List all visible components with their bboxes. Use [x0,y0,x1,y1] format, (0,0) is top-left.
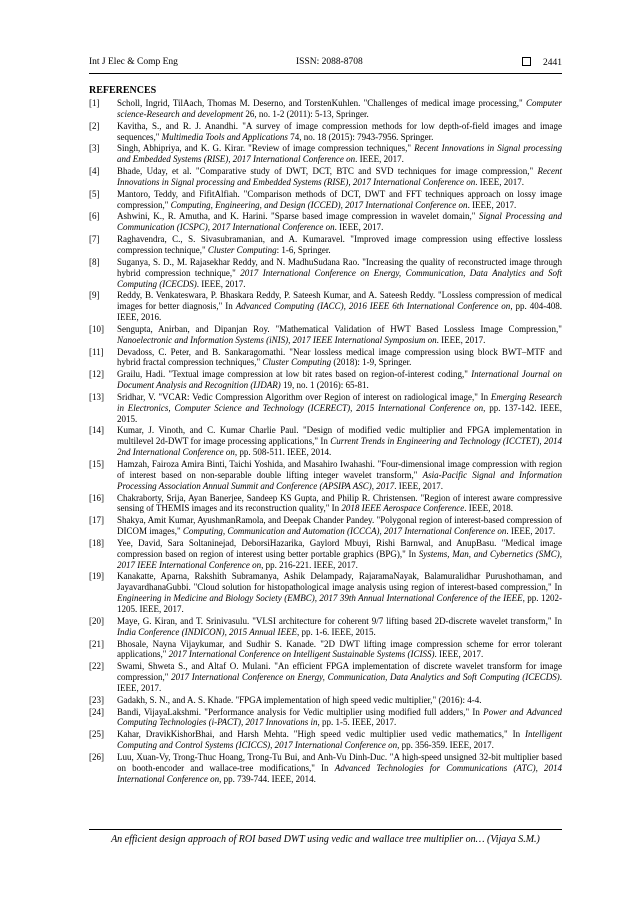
reference-venue: Emerging Research in Electronics, Computer Science and Technology (ICERECT), 2015 International Conference on [117,391,562,413]
reference-venue: Advanced Technologies for Communications (ATC), 2014 International Conference on [117,762,562,784]
reference-details: . IEEE, 2017. [475,176,525,187]
reference-number: [13] [89,391,104,402]
reference-details: , pp. 216-221. IEEE, 2017. [261,559,358,570]
reference-item [89,616,562,638]
reference-details: , pp. 137-142. IEEE, 2015. [117,402,562,424]
reference-item [89,189,562,211]
reference-venue: Intelligent Computing and Control Systems (ICICCS), 2017 International Conference on [117,729,562,751]
reference-text: Devadoss, C. Peter, and B. Sankaragomathi. "Near lossless medical image compression using block BWT–MTF and hybrid fractal compression techniques," [117,346,562,368]
journal-name: Int J Elec & Comp Eng [89,57,178,67]
reference-number: [4] [89,166,100,177]
reference-details: . IEEE, 2017. [434,649,484,660]
reference-text: Singh, Abhipriya, and K. G. Kirar. "Review of image compression techniques," [117,143,415,154]
section-title: REFERENCES [89,85,157,96]
reference-venue: Engineering in Medicine and Biology Society (EMBC), 2017 39th Annual International Conference of the IEEE [117,593,523,604]
reference-venue: Computing, Engineering, and Design (ICCED), 2017 International Conference on [170,199,468,210]
reference-venue: Power and Advanced Computing Technologies (i-PACT), 2017 Innovations in [117,706,562,728]
reference-venue: 2017 International Conference on Energy, Communication, Data Analytics and Soft Computing (ICECDS) [117,267,562,289]
reference-item [89,324,562,346]
checkbox-square-icon [522,57,531,66]
reference-details: . IEEE, 2017. [196,278,246,289]
reference-number: [14] [89,425,104,436]
header-divider [89,73,562,74]
reference-item [89,707,562,729]
reference-text: Luu, Xuan-Vy, Trong-Thuc Hoang, Trong-Tu Bui, and Anh-Vu Dinh-Duc. "A high-speed unsigned 32-bit multiplier based on booth-encoder and wallace-tree modifications," In [117,751,562,773]
reference-item [89,121,562,143]
reference-number: [12] [89,369,104,380]
reference-details: 26, no. 1-2 (2011): 5-13, Springer. [243,108,369,119]
reference-venue: 2018 IEEE Aerospace Conference [341,503,465,514]
reference-venue: Nanoelectronic and Information Systems (iNIS), 2017 IEEE International Symposium on [117,334,437,345]
reference-item [89,290,562,323]
reference-details: , pp. 739-744. IEEE, 2014. [219,773,316,784]
reference-details: . IEEE, 2017. [506,526,556,537]
reference-number: [19] [89,571,104,582]
reference-venue: Advanced Computing (IACC), 2016 IEEE 6th International Conference on [235,301,511,312]
reference-number: [16] [89,492,104,503]
reference-number: [5] [89,188,100,199]
reference-item [89,571,562,614]
reference-item [89,729,562,751]
reference-venue: Current Trends in Engineering and Technology (ICCTET), 2014 2nd International Conference on [117,436,562,458]
reference-text: Sridhar, V. "VCAR: Vedic Compression Algorithm over Region of interest on radiological image," In [117,391,491,402]
reference-item [89,752,562,785]
reference-venue: 2017 International Conference on Intelligent Sustainable Systems (ICISS) [168,649,435,660]
reference-details: , pp. 356-359. IEEE, 2017. [397,740,494,751]
reference-text: Maye, G. Kiran, and T. Srinivasulu. "VLSI architecture for coherent 9/7 lifting based 2D-discrete wavelet transform," In [117,615,562,626]
reference-number: [25] [89,729,104,740]
reference-text: Kanakatte, Aparna, Rakshith Subramanya, Ashik Delampady, RajaramaNayak, Balamuralidhar Purushothaman, and JayavardhanaGubbi. "Cloud solution for histopathological image analysis using region of interest-based compression," In [117,571,562,593]
reference-text: Raghavendra, C., S. Sivasubramanian, and A. Kumaravel. "Improved image compression using effective lossless compression technique," [117,234,562,255]
reference-venue: Signal Processing and Communication (ICSPC), 2017 International Conference on [117,211,562,233]
reference-list [89,98,562,785]
reference-text: Sengupta, Anirban, and Dipanjan Roy. "Mathematical Validation of HWT Based Lossless Image Compression," [117,323,562,334]
reference-details: , pp. 1202-1205. IEEE, 2017. [117,593,562,614]
reference-item [89,639,562,661]
reference-item [89,369,562,391]
reference-item [89,695,562,706]
reference-details: . IEEE, 2017. [394,480,443,491]
reference-venue: Multimedia Tools and Applications [161,131,288,142]
reference-venue: International Journal on Document Analysis and Recognition (IJDAR) [117,369,563,391]
reference-number: [15] [89,459,104,469]
reference-item [89,143,562,165]
reference-number: [26] [89,751,104,762]
reference-text: Kavitha, S., and R. J. Anandhi. "A survey of image compression methods for low depth-of-field images and image sequences," [117,120,562,142]
reference-number: [8] [89,256,100,267]
reference-text: Kahar, DravikKishorBhai, and Harsh Mehta. "High speed vedic multiplier used vedic mathematics," In [117,729,525,740]
reference-number: [6] [89,211,100,222]
running-footer: An efficient design approach of ROI based DWT using vedic and wallace tree multiplier on… (Vijaya S.M.) [111,834,540,845]
reference-text: Suganya, S. D., M. Rajasekhar Reddy, and N. MadhuSudana Rao. "Increasing the quality of reconstructed image through hybrid compression technique," [117,256,562,278]
reference-item [89,257,562,290]
reference-number: [21] [89,638,104,649]
reference-details: (2018): 1-9, Springer. [331,357,412,368]
reference-text: Kumar, J. Vinoth, and C. Kumar Charlie Paul. "Design of modified vedic multiplier and FPGA implementation in multilevel 2d-DWT for image processing applications," In [117,425,562,447]
reference-text: Gadakh, S. N., and A. S. Khade. "FPGA implementation of high speed vedic multiplier," (2016): 4-4. [117,694,482,705]
reference-details: . IEEE, 2017. [334,222,384,233]
reference-text: Scholl, Ingrid, TilAach, Thomas M. Deserno, and TorstenKuhlen. "Challenges of medical image processing," [117,98,526,108]
reference-number: [3] [89,143,100,154]
running-header [89,57,562,71]
reference-text: Bhosale, Nayna Vijaykumar, and Sudhir S. Kanade. "2D DWT lifting image compression scheme for error tolerant applications," [117,638,562,660]
reference-text: Reddy, B. Venkateswara, P. Bhaskara Reddy, P. Sateesh Kumar, and A. Sateesh Reddy. "Lossless compression of medical images for better diagnosis," In [117,290,562,312]
reference-text: Grailu, Hadi. "Textual image compression at low bit rates based on region-of-interest coding," [117,369,472,380]
reference-item [89,234,562,256]
reference-text: Chakraborty, Srija, Ayan Banerjee, Sandeep KS Gupta, and Philip R. Christensen. "Region of interest aware compressive sensing of THEMIS images and its reconstruction quality," In [117,492,562,514]
reference-details: . IEEE, 2017. [117,672,562,693]
reference-text: Ashwini, K., R. Amutha, and K. Harini. "Sparse based image compression in wavelet domain," [117,211,479,222]
reference-details: 19, no. 1 (2016): 65-81. [280,380,369,391]
reference-item [89,347,562,369]
reference-venue: Cluster Computing [207,244,277,255]
reference-item [89,493,562,515]
reference-details: 74, no. 18 (2015): 7943-7956. Springer. [287,131,434,142]
reference-number: [22] [89,661,104,672]
reference-details: . IEEE, 2017. [355,154,404,165]
reference-number: [24] [89,706,104,717]
reference-details: , pp. 508-511. IEEE, 2014. [234,447,332,458]
page-number: 2441 [543,58,562,68]
reference-item [89,425,562,458]
reference-item [89,515,562,537]
reference-text: Yee, David, Sara Soltaninejad, DeborsiHazarika, Gaylord Mbuyi, Rishi Barnwal, and AnupBasu. "Medical image compression based on region of interest using better portable graphics (BPG)," In [117,537,562,559]
reference-number: [11] [89,346,104,357]
reference-item [89,98,562,120]
reference-details: , pp. 404-408. IEEE, 2016. [117,301,562,323]
reference-number: [9] [89,290,100,301]
reference-number: [1] [89,98,100,108]
reference-venue: Computing, Communication and Automation (ICCCA), 2017 International Conference on [182,526,507,537]
reference-number: [7] [89,234,100,245]
reference-number: [23] [89,694,104,705]
reference-details: , pp. 1-5. IEEE, 2017. [317,717,397,728]
reference-item [89,166,562,188]
reference-details: . IEEE, 2017. [436,334,486,345]
reference-number: [17] [89,515,104,526]
reference-number: [2] [89,120,100,131]
reference-text: Bhade, Uday, et al. "Comparative study of DWT, DCT, BTC and SVD techniques for image compression," [117,166,538,177]
reference-venue: Cluster Computing [262,357,332,368]
reference-venue: Computer science-Research and development [117,98,562,119]
issn: ISSN: 2088-8708 [296,57,363,67]
reference-text: Bandi, VijayaLakshmi. "Performance analysis for Vedic multiplier using modified full adders," In [117,706,484,717]
reference-venue: Asia-Pacific Signal and Information Processing Association Annual Summit and Conference (APSIPA ASC), 2017 [117,469,562,491]
reference-item [89,538,562,571]
reference-item [89,392,562,425]
footer-divider [89,829,562,830]
reference-number: [10] [89,323,104,334]
reference-text: Shakya, Amit Kumar, AyushmanRamola, and Deepak Chander Pandey. "Polygonal region of interest-based compression of DICOM images," [117,515,562,537]
reference-text: Mantoro, Teddy, and FifitAlfiah. "Comparison methods of DCT, DWT and FFT techniques approach on lossy image compression," [117,188,562,210]
reference-details: , pp. 1-6. IEEE, 2015. [296,626,376,637]
reference-number: [20] [89,615,104,626]
reference-venue: Recent Innovations in Signal processing and Embedded Systems (RISE), 2017 International Conference on [117,143,562,165]
reference-item [89,661,562,694]
reference-details: : 1-6, Springer. [276,244,331,255]
reference-details: . IEEE, 2017. [467,199,517,210]
reference-venue: Recent Innovations in Signal processing and Embedded Systems (RISE), 2017 International Conference on [117,166,562,187]
reference-text: Swami, Shweta S., and Altaf O. Mulani. "An efficient FPGA implementation of discrete wavelet transform for image compression," [117,661,562,683]
reference-venue: 2017 International Conference on Energy, Communication, Data Analytics and Soft Computing (ICECDS) [171,672,560,683]
reference-text: Hamzah, Fairoza Amira Binti, Taichi Yoshida, and Masahiro Iwahashi. "Four-dimensional image compression with region of interest based on non-separable double lifting integer wavelet transform," [117,459,562,480]
reference-number: [18] [89,537,104,548]
reference-item [89,459,562,492]
reference-item [89,211,562,233]
reference-venue: Systems, Man, and Cybernetics (SMC), 2017 IEEE International Conference on [117,548,562,570]
reference-venue: India Conference (INDICON), 2015 Annual IEEE [117,626,297,637]
reference-details: . IEEE, 2018. [464,503,514,514]
page-number-group [522,57,562,68]
